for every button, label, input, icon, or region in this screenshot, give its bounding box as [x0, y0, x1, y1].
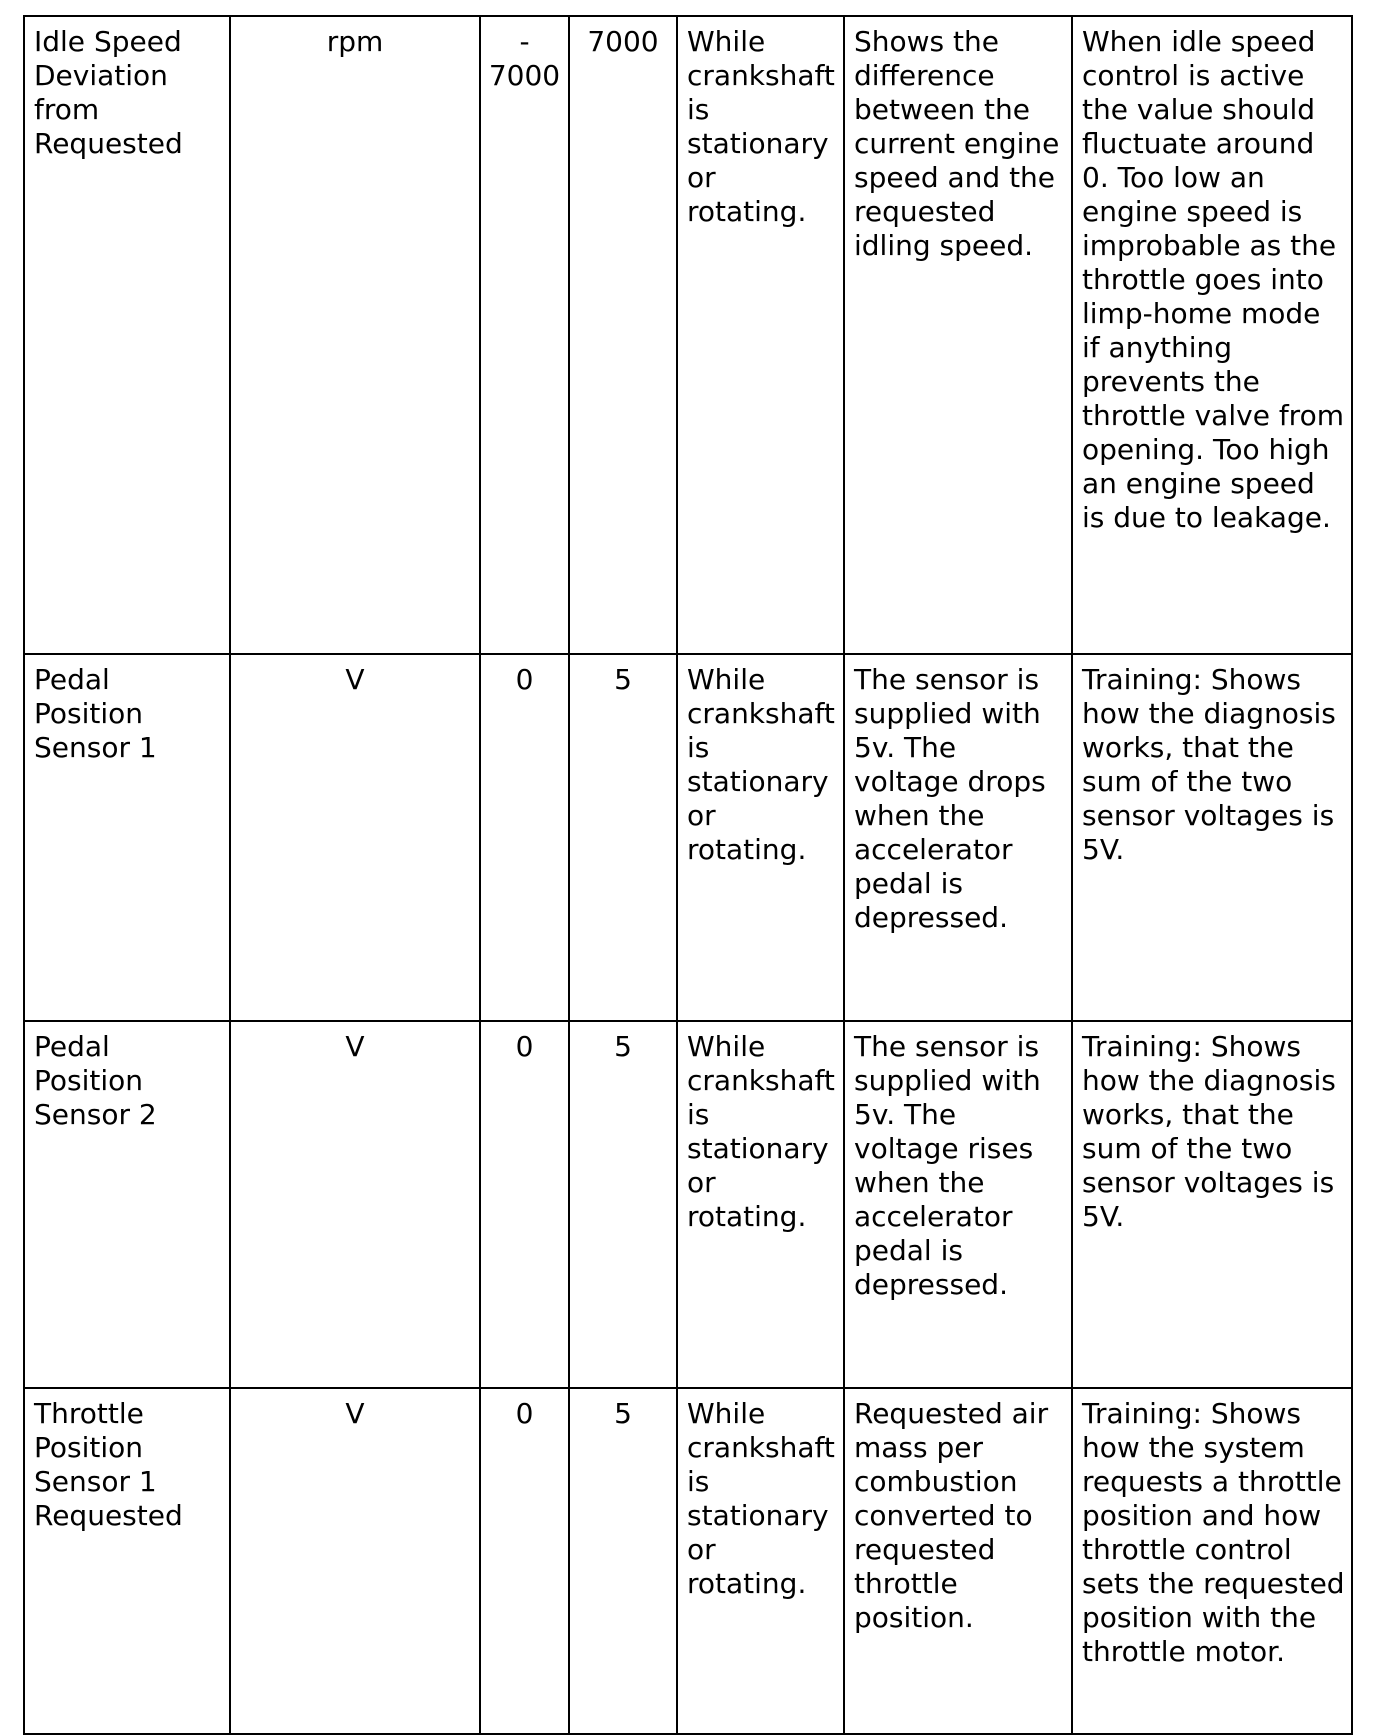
notes-cell: Training: Shows how the diagnosis works, that the sum of the two sensor voltages is 5V.: [1072, 654, 1352, 1021]
min-value-cell: 0: [480, 654, 569, 1021]
notes-cell: Training: Shows how the system requests a throttle position and how throttle control sets the requested position with the throttle motor.: [1072, 1388, 1352, 1734]
table-row: [24, 1388, 1352, 1734]
condition-cell: While crankshaft is stationary or rotating.: [677, 1388, 844, 1734]
max-value-cell: 5: [569, 654, 677, 1021]
parameter-name-cell: Pedal Position Sensor 1: [24, 654, 230, 1021]
notes-cell: When idle speed control is active the value should fluctuate around 0. Too low an engine speed is improbable as the throttle goes into limp-home mode if anything prevents the throttle valve from opening. Too high an engine speed is due to leakage.: [1072, 16, 1352, 654]
condition-cell: While crankshaft is stationary or rotating.: [677, 16, 844, 654]
min-value-cell: - 7000: [480, 16, 569, 654]
description-cell: Shows the difference between the current engine speed and the requested idling speed.: [844, 16, 1072, 654]
unit-cell: V: [230, 654, 480, 1021]
condition-cell: While crankshaft is stationary or rotating.: [677, 1021, 844, 1388]
max-value-cell: 5: [569, 1021, 677, 1388]
parameter-name-cell: Idle Speed Deviation from Requested: [24, 16, 230, 654]
max-value-cell: 5: [569, 1388, 677, 1734]
table-row: [24, 654, 1352, 1021]
table-row: [24, 16, 1352, 654]
min-value-cell: 0: [480, 1021, 569, 1388]
description-cell: Requested air mass per combustion converted to requested throttle position.: [844, 1388, 1072, 1734]
description-cell: The sensor is supplied with 5v. The voltage drops when the accelerator pedal is depressed.: [844, 654, 1072, 1021]
table-row: [24, 1021, 1352, 1388]
unit-cell: V: [230, 1388, 480, 1734]
description-cell: The sensor is supplied with 5v. The voltage rises when the accelerator pedal is depressed.: [844, 1021, 1072, 1388]
notes-cell: Training: Shows how the diagnosis works, that the sum of the two sensor voltages is 5V.: [1072, 1021, 1352, 1388]
unit-cell: V: [230, 1021, 480, 1388]
parameter-name-cell: Pedal Position Sensor 2: [24, 1021, 230, 1388]
parameter-table: [23, 15, 1353, 1735]
parameter-name-cell: Throttle Position Sensor 1 Requested: [24, 1388, 230, 1734]
condition-cell: While crankshaft is stationary or rotating.: [677, 654, 844, 1021]
max-value-cell: 7000: [569, 16, 677, 654]
unit-cell: rpm: [230, 16, 480, 654]
min-value-cell: 0: [480, 1388, 569, 1734]
